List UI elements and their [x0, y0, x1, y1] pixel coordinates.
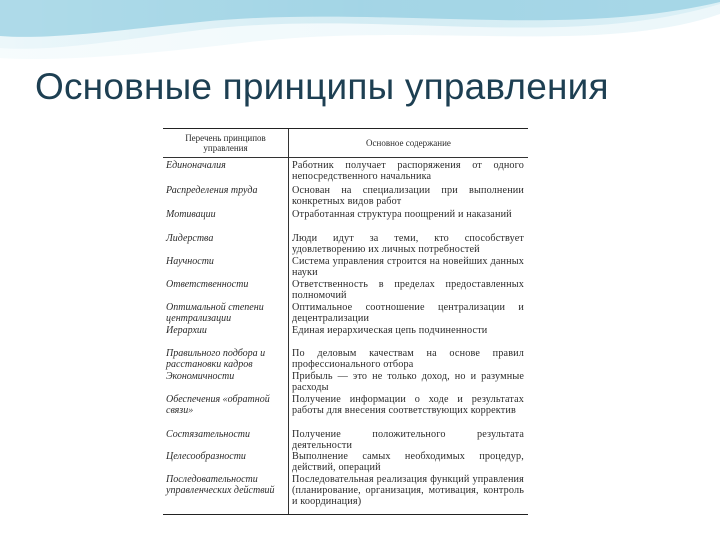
principle-content: Система управления строится на новейших данных науки: [292, 256, 524, 279]
principles-table: [163, 128, 528, 515]
principle-name: Обеспечения «обратной связи»: [166, 394, 270, 417]
principle-content: Выполнение самых необходимых процедур, действий, операций: [292, 451, 524, 474]
principle-name: Последовательности управленческих действий: [166, 474, 275, 497]
principle-name: Ответственности: [166, 279, 249, 290]
column-divider: [288, 129, 289, 514]
principle-name: Лидерства: [166, 233, 214, 244]
slide-title: Основные принципы управления: [35, 66, 609, 107]
principle-name: Правильного подбора и расстановки кадров: [166, 348, 266, 371]
header-content: Основное содержание: [366, 138, 451, 148]
principle-name: Иерархии: [166, 325, 207, 336]
principle-name: Экономичности: [166, 371, 235, 382]
principle-content: Получение положительного результата деятельности: [292, 429, 524, 452]
principle-name: Целесообразности: [166, 451, 246, 462]
principle-name: Состязательности: [166, 429, 251, 440]
principle-content: Единая иерархическая цепь подчиненности: [292, 325, 488, 336]
principle-content: Отработанная структура поощрений и наказаний: [292, 209, 512, 220]
principle-content: Люди идут за теми, кто способствует удовлетворению их личных потребностей: [292, 233, 524, 256]
principle-content: Ответственность в пределах предоставленных полномочий: [292, 279, 524, 302]
principle-content: Работник получает распоряжения от одного непосредственного начальника: [292, 160, 524, 183]
principle-content: Получение информации о ходе и результатах работы для внесения соответствующих корректив: [292, 394, 524, 417]
header-principles: Перечень принципов управления: [185, 133, 266, 153]
principle-content: Основан на специализации при выполнении конкретных видов работ: [292, 185, 524, 208]
principle-name: Мотивации: [166, 209, 216, 220]
principle-content: По деловым качествам на основе правил профессионального отбора: [292, 348, 524, 371]
principle-content: Последовательная реализация функций управления (планирование, организация, мотивация, контроль и координация): [292, 474, 524, 508]
header-divider: [163, 157, 528, 158]
decorative-wave-header: [0, 0, 720, 70]
principle-content: Оптимальное соотношение централизации и децентрализации: [292, 302, 524, 325]
principle-name: Научности: [166, 256, 214, 267]
principle-name: Единоначалия: [166, 160, 226, 171]
principle-name: Оптимальной степени централизации: [166, 302, 264, 325]
principle-content: Прибыль — это не только доход, но и разумные расходы: [292, 371, 524, 394]
principle-name: Распределения труда: [166, 185, 258, 196]
